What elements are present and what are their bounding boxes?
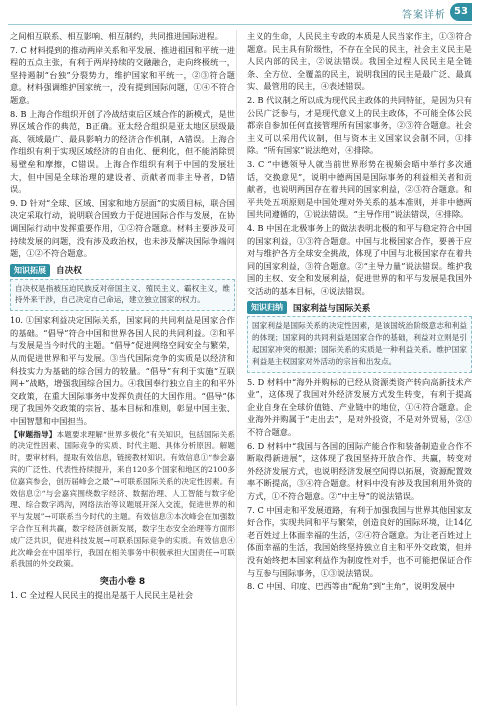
header-rule	[8, 24, 472, 25]
left-column	[10, 30, 235, 706]
quiz8-answer-5: 5. D 材料中“海外并购标的已经从资源类资产转向高新技术产业”，这体现了我国对外经济发展方式发生转变，有利于提高企业自身在全球价值链、产业链中的地位，①④符合题意。企业海外并购属于“走出去”，是对外投资，不是对外贸易，②③不符合题意。	[247, 376, 472, 438]
analysis-guide-label: 【审题指导】	[10, 429, 57, 439]
quiz8-answer-6: 6. D 材料中“我国与各国的国际产能合作和装备制造业合作不断取得新进展”，这体现了我国坚持开放合作、共赢，转变对外经济发展方式，也说明经济发展空间得以拓展，资源配置效率不断提高，③④符合题意。材料中没有涉及我国利用外资的方式，①不符合题意。②“中主导”的说法错误。	[247, 440, 472, 501]
knowledge-extension-text: 自决权是指被压迫民族反对帝国主义、殖民主义、霸权主义，维持外来干涉，自己决定自己命运，建立独立国家的权力。	[15, 283, 230, 305]
knowledge-extension-header	[10, 264, 235, 277]
quiz8-answer-8: 8. C 中国、印度、巴西等由“配角”到“主角”，说明发展中	[247, 581, 455, 592]
quiz8-answer-2: 2. B 代议制之所以成为现代民主政体的共同特征，是因为只有公民广泛参与，才是现代意义上的民主政体，不可能全体公民都亲自参加任何直接管理所有国家事务，②③符合题意。社会主义可以采用代议制，但与资本主义国家议会制不同，①排除。“所有国家”说法绝对，④排除。	[247, 94, 472, 156]
quiz8-answer-1: 1. C 全过程人民民主的提出是基于人民民主是社会	[10, 590, 194, 601]
section-heading: 突击小卷 8	[99, 577, 146, 588]
analysis-guide-text: 本题要求理解“世界多极化”有关知识，包括国际关系的决定性因素、国际竞争的实质、时代主题、具体分析原因。解题时，要审材料，提取有效信息，链接教材知识。有效信息①“参会嘉宾的广泛性、代表性持续提升，来自120多个国家和地区的2100多位嘉宾参会，创历届峰会之最”→可联系国际关系的决定性因素。有效信息②“与会嘉宾围绕数字经济、数据治理、人工智能与数字伦理、综合数字鸿沟，网络法治等议题展开深入交流，促进世界的和平与发展”→可联系当今时代的主题。有效信息③本次峰会在加强数字合作互利共赢，数字经济创新发展，数字生态安全治理等方面形成广泛共识，促进科技发展→可联系国际竞争的实质。有效信息④此次峰会在中国举行，我国在相关事务中积极承担大国责任→可联系我国的外交政策。	[10, 429, 235, 569]
knowledge-extension-title: 自决权	[56, 266, 82, 277]
answer-8: 8. B 上海合作组织开创了冷战结束后区域合作的新模式，是世界区域合作的典范，B正确。亚太经合组织是亚太地区层级最高、领域最广、最具影响力的经济合作机制，A错误。上海合作组织有利于实现区域经济的自由化、便利化，但不能消除贸易壁垒和摩擦，C错误。上海合作组织有利于中国的发展壮大，但中国是全球治理的建设者、贡献者而非主导者，D错误。	[10, 108, 235, 195]
page-header	[0, 0, 480, 26]
knowledge-summary-tag: 知识归纳	[247, 301, 287, 314]
quiz8-answer-7: 7. C 中国走和平发展道路，有利于加强我国与世界其他国家友好合作，实现共同和平与繁荣，创造良好的国际环境，让14亿老百姓过上体面幸福的生活，②④符合题意。为让老百姓过上体面幸福的生活，我国始终坚持独立自主和平外交政策，但并没有始终把本国家利益作为制度性对手，也不可能把保证合作与互参与国际事务，①③说法错误。	[247, 504, 472, 578]
analysis-guide	[10, 429, 235, 571]
answer-9: 9. D 针对“全球、区域、国家和地方层面”的实质目标，联合国决定采取行动，说明联合国致力于促进国际合作与发展，在协调国际行动中发挥重要作用，①②符合题意。材料主要涉及可持续发展的问题，没有涉及政治权，也未涉及解决国际争端问题，①②不符合题意。	[10, 197, 235, 259]
knowledge-extension-box	[10, 279, 235, 312]
quiz8-answer-4: 4. B 中国在北极事务上的做法表明北极的和平与稳定符合中国的国家利益，①③符合题意。中国与北极国家合作，要善于应对与维护各方全球安全挑战，体现了中国与北极国家存在着共同的国家利益，③符合题意。②“主导力量”说法错误。维护我国的主权、安全和发展利益，促进世界的和平与发展是我国外交活动的基本目标，④说法错误。	[247, 222, 472, 296]
knowledge-summary-title: 国家利益与国际关系	[293, 303, 371, 314]
header-label: 答案详析	[402, 10, 446, 21]
quiz8-answer-3: 3. C “中德领导人就当前世界形势在视频会晤中举行多次通话，交换意见”，说明中德两国是国际事务的利益相关者和贡献者，也说明两国存在着共同的国家利益，②③符合题意。和平共处五项原则是中国处理对外关系的基本准则，并非中德两国共同遵循的，①说法错误。“主导作用”说法错误，④排除。	[247, 158, 472, 220]
knowledge-summary-box	[247, 316, 472, 372]
knowledge-extension-tag: 知识拓展	[10, 264, 50, 277]
quiz8-answer-1-continued: 主义的生命，人民民主专政的本质是人民当家作主，①③符合题意。民主具有阶级性，不存在全民的民主，社会主义民主是人民内部的民主，②说法错误。我国全过程人民民主是全链条、全方位、全覆盖的民主，说明我国的民主是最广泛、最真实、最管用的民主，④表述错误。	[247, 31, 472, 92]
page-number: 53	[450, 3, 472, 21]
knowledge-summary-header	[247, 301, 472, 314]
answer-10: 10. ①国家利益决定国际关系，国家间的共同利益是国家合作的基础。“倡导”符合中国和世界各国人民的共同利益。②和平与发展是当今时代的主题。“倡导”促进网络空间安全与繁荣，从而促进世界和平与发展。③当代国际竞争的实质是以经济和科技实力为基础的综合国力的较量。“倡导”有利于实施“互联网+”战略，增强我国综合国力。④我国奉行独立自主的和平外交政策，在重大国际事务中发挥负责任的大国作用。“倡导”体现了我国外交政策的宗旨、基本目标和准则，彰显中国主张、中国智慧和中国担当。	[10, 315, 235, 427]
answer-7: 7. C 材料提到的推动两岸关系和平发展、推进祖国和平统一进程的五点主张，有利于两岸持续的交融融合，走向终极统一，坚持遏制“台独”分裂势力，维护国家和平统一，②③符合题意。材料强调维护国家统一，没有提到国际问题，①④不符合题意。	[10, 44, 235, 105]
right-column	[247, 30, 472, 706]
knowledge-summary-text: 国家利益是国际关系的决定性因素，是该国统治阶级意志和利益的体现；国家间的共同利益是国家合作的基础，利益对立则是引起国家冲突的根源；国际关系的实质是一种利益关系。维护国家利益是主权国家对外活动的宗旨和出发点。	[252, 321, 467, 366]
answer-continuation: 之间相互联系、相互影响、相互制约，共同推进国际进程。	[10, 31, 223, 41]
answer-columns	[10, 30, 472, 706]
